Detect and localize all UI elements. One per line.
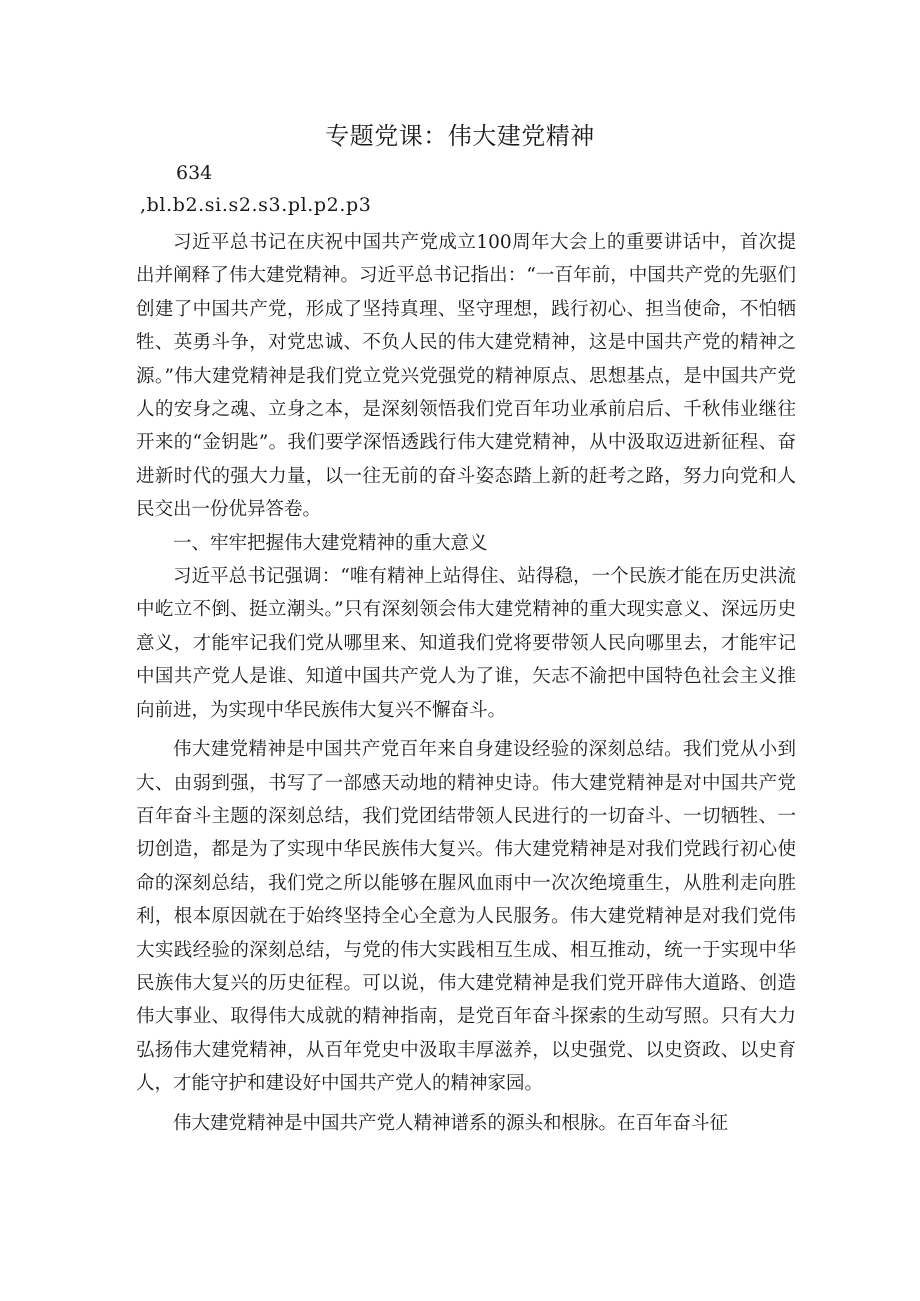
- document-body: [136, 226, 796, 1140]
- document-code: 634: [176, 162, 213, 184]
- section-heading-1: 一、牢牢把握伟大建党精神的重大意义: [173, 532, 488, 554]
- document-title: 专题党课：伟大建党精神: [325, 122, 595, 150]
- paragraph-intro: 习近平总书记在庆祝中国共产党成立100周年大会上的重要讲话中，首次提出并阐释了伟大建党精神。习近平总书记指出：“一百年前，中国共产党的先驱们创建了中国共产党，形成了坚持真理、坚守理想，践行初心、担当使命，不怕牺牲、英勇斗争，对党忠诚、不负人民的伟大建党精神，这是中国共产党的精神之源。”伟大建党精神是我们党立党兴党强党的精神原点、思想基点，是中国共产党人的安身之魂、立身之本，是深刻领悟我们党百年功业承前启后、千秋伟业继往开来的“金钥匙”。我们要学深悟透践行伟大建党精神，从中汲取迈进新征程、奋进新时代的强大力量，以一往无前的奋斗姿态踏上新的赶考之路，努力向党和人民交出一份优异答卷。: [136, 232, 796, 521]
- document-refs: ,bl.b2.si.s2.s3.pl.p2.p3: [140, 194, 372, 216]
- paragraph-summary: 伟大建党精神是中国共产党百年来自身建设经验的深刻总结。我们党从小到大、由弱到强，书写了一部感天动地的精神史诗。伟大建党精神是对中国共产党百年奋斗主题的深刻总结，我们党团结带领人民进行的一切奋斗、一切牺牲、一切创造，都是为了实现中华民族伟大复兴。伟大建党精神是对我们党践行初心使命的深刻总结，我们党之所以能够在腥风血雨中一次次绝境重生，从胜利走向胜利，根本原因就在于始终坚持全心全意为人民服务。伟大建党精神是对我们党伟大实践经验的深刻总结，与党的伟大实践相互生成、相互推动，统一于实现中华民族伟大复兴的历史征程。可以说，伟大建党精神是我们党开辟伟大道路、创造伟大事业、取得伟大成就的精神指南，是党百年奋斗探索的生动写照。只有大力弘扬伟大建党精神，从百年党史中汲取丰厚滋养，以史强党、以史资政、以史育人，才能守护和建设好中国共产党人的精神家园。: [136, 739, 796, 1095]
- paragraph-significance: 习近平总书记强调：“唯有精神上站得住、站得稳，一个民族才能在历史洪流中屹立不倒、挺立潮头。”只有深刻领会伟大建党精神的重大现实意义、深远历史意义，才能牢记我们党从哪里来、知道我们党将要带领人民向哪里去，才能牢记中国共产党人是谁、知道中国共产党人为了谁，矢志不渝把中国特色社会主义推向前进，为实现中华民族伟大复兴不懈奋斗。: [136, 566, 796, 721]
- paragraph-spirit-lineage: 伟大建党精神是中国共产党人精神谱系的源头和根脉。在百年奋斗征: [173, 1112, 729, 1134]
